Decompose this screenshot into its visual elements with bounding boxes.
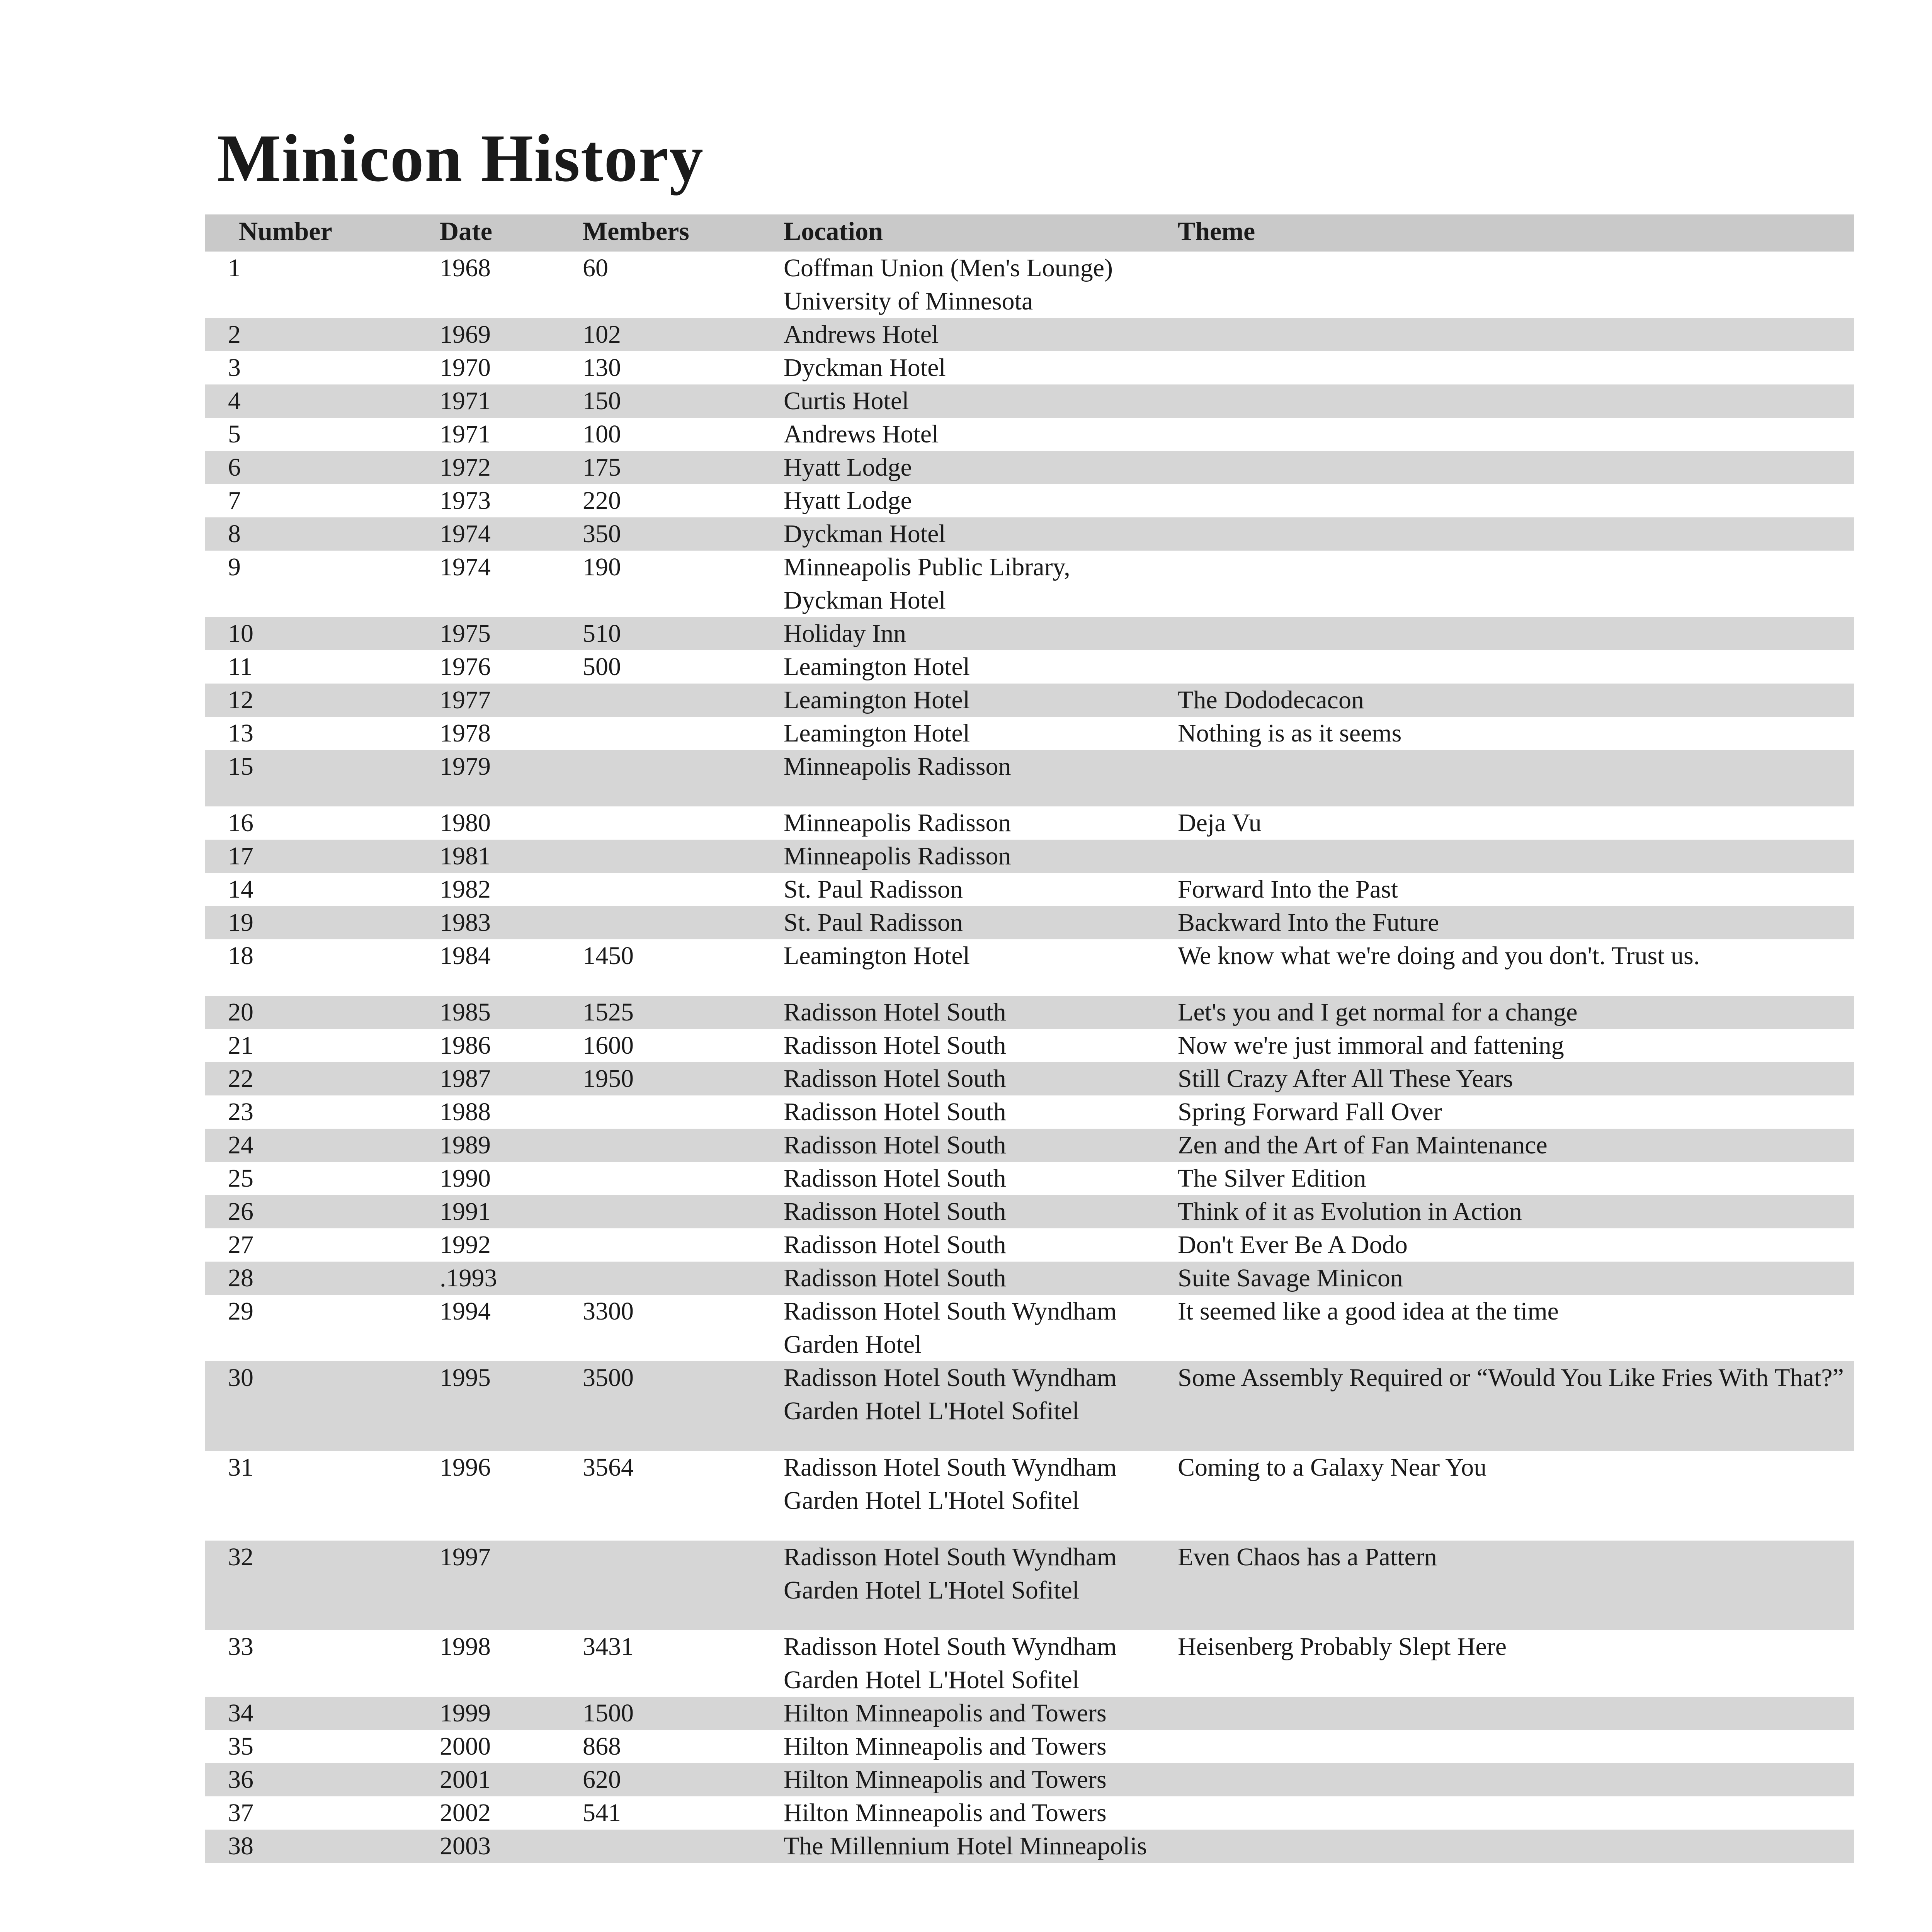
cell-members (583, 1129, 784, 1162)
cell-date: 1990 (440, 1164, 491, 1192)
cell-location: Radisson Hotel South (784, 1031, 1006, 1060)
cell-number: 30 (205, 1361, 440, 1451)
cell-number: 9 (228, 553, 241, 581)
cell-number: 36 (205, 1763, 440, 1796)
cell-theme (1178, 840, 1854, 873)
cell-date: 1995 (440, 1361, 583, 1451)
table-row (205, 1195, 1854, 1228)
header-location: Location (784, 214, 1178, 252)
cell-date: 1989 (440, 1129, 583, 1162)
cell-number: 12 (205, 684, 440, 717)
table-row (205, 1262, 1854, 1295)
cell-theme (1178, 1796, 1854, 1830)
cell-theme (1178, 551, 1854, 617)
cell-number: 34 (205, 1697, 440, 1730)
cell-location: Leamington Hotel (784, 684, 1178, 717)
cell-date: 1986 (440, 1031, 491, 1060)
history-table (205, 214, 1854, 1863)
cell-theme (1178, 1730, 1854, 1763)
cell-number: 22 (205, 1062, 440, 1095)
cell-number: 35 (228, 1732, 253, 1760)
cell-theme: Coming to a Galaxy Near You (1178, 1453, 1487, 1481)
cell-theme (1178, 1830, 1854, 1863)
cell-members: 510 (583, 617, 784, 650)
cell-number: 26 (205, 1195, 440, 1228)
cell-members (583, 840, 784, 873)
cell-date: 1998 (440, 1633, 491, 1661)
table-row (205, 1630, 1854, 1697)
cell-members: 3431 (583, 1633, 634, 1661)
cell-theme (1178, 1763, 1854, 1796)
cell-theme: Still Crazy After All These Years (1178, 1062, 1854, 1095)
table-row (205, 1796, 1854, 1830)
cell-date: 1981 (440, 840, 583, 873)
cell-theme (1178, 451, 1854, 484)
cell-location: Leamington Hotel (784, 942, 970, 970)
cell-date: .1993 (440, 1262, 583, 1295)
table-row (205, 1162, 1854, 1195)
cell-location: Radisson Hotel South (784, 1062, 1178, 1095)
cell-members (583, 806, 784, 840)
cell-date: 1999 (440, 1697, 583, 1730)
cell-date: 1969 (440, 318, 583, 351)
table-row (205, 939, 1854, 996)
cell-members (583, 1195, 784, 1228)
cell-date: 1996 (440, 1453, 491, 1481)
cell-members: 620 (583, 1763, 784, 1796)
cell-location: St. Paul Radisson (784, 906, 1178, 939)
cell-date: 1984 (440, 942, 491, 970)
cell-theme: It seemed like a good idea at the time (1178, 1297, 1559, 1325)
cell-theme: Even Chaos has a Pattern (1178, 1541, 1854, 1630)
table-row (205, 318, 1854, 351)
cell-number: 2 (205, 318, 440, 351)
cell-date: 2002 (440, 1799, 491, 1827)
cell-members: 220 (583, 486, 621, 515)
table-row (205, 996, 1854, 1029)
cell-members: 1500 (583, 1697, 784, 1730)
cell-number: 18 (228, 942, 253, 970)
cell-theme: The Dododecacon (1178, 684, 1854, 717)
cell-number: 1 (228, 254, 241, 282)
cell-location: Radisson Hotel South (784, 1098, 1006, 1126)
cell-number: 33 (228, 1633, 253, 1661)
cell-theme (1178, 318, 1854, 351)
cell-theme (1178, 351, 1854, 384)
cell-date: 1983 (440, 906, 583, 939)
table-row (205, 684, 1854, 717)
cell-location: Radisson Hotel South (784, 1262, 1178, 1295)
cell-number: 4 (205, 384, 440, 418)
cell-date: 1978 (440, 719, 491, 747)
cell-members (583, 1830, 784, 1863)
cell-theme (1178, 517, 1854, 551)
cell-date: 1988 (440, 1098, 491, 1126)
cell-location: Hyatt Lodge (784, 486, 912, 515)
table-row (205, 252, 1854, 318)
cell-members: 130 (583, 354, 621, 382)
header-number: Number (205, 214, 440, 252)
cell-number: 19 (205, 906, 440, 939)
cell-members (583, 873, 784, 906)
cell-members: 190 (583, 553, 621, 581)
cell-location: Holiday Inn (784, 617, 1178, 650)
cell-location: Hilton Minneapolis and Towers (784, 1732, 1107, 1760)
table-row (205, 1361, 1854, 1451)
cell-theme: Nothing is as it seems (1178, 719, 1402, 747)
table-row (205, 418, 1854, 451)
cell-number: 20 (205, 996, 440, 1029)
cell-theme (1178, 750, 1854, 806)
cell-location: Hyatt Lodge (784, 451, 1178, 484)
table-row (205, 873, 1854, 906)
cell-theme: Think of it as Evolution in Action (1178, 1195, 1854, 1228)
table-row (205, 717, 1854, 750)
cell-date: 1980 (440, 809, 491, 837)
cell-location: Radisson Hotel South (784, 996, 1178, 1029)
cell-location: Radisson Hotel South Wyndham Garden Hotel (784, 1297, 1117, 1359)
cell-location: Radisson Hotel South Wyndham Garden Hotel L'Hotel Sofitel (784, 1541, 1178, 1630)
cell-date: 1991 (440, 1195, 583, 1228)
cell-date: 1977 (440, 684, 583, 717)
cell-number: 23 (228, 1098, 253, 1126)
cell-members: 60 (583, 254, 608, 282)
cell-theme: Some Assembly Required or “Would You Like Fries With That?” (1178, 1361, 1854, 1451)
cell-location: Radisson Hotel South (784, 1164, 1006, 1192)
cell-number: 6 (205, 451, 440, 484)
cell-number: 7 (228, 486, 241, 515)
cell-location: Hilton Minneapolis and Towers (784, 1799, 1107, 1827)
cell-members: 868 (583, 1732, 621, 1760)
cell-location: Curtis Hotel (784, 384, 1178, 418)
table-row (205, 1730, 1854, 1763)
cell-members: 350 (583, 517, 784, 551)
table-row (205, 1295, 1854, 1361)
cell-date: 1970 (440, 354, 491, 382)
cell-number: 8 (205, 517, 440, 551)
cell-date: 1975 (440, 617, 583, 650)
cell-number: 29 (228, 1297, 253, 1325)
cell-location: Radisson Hotel South Wyndham Garden Hotel L'Hotel Sofitel (784, 1361, 1178, 1451)
cell-location: Radisson Hotel South (784, 1231, 1006, 1259)
cell-date: 2000 (440, 1732, 491, 1760)
cell-number: 11 (228, 653, 253, 681)
header-date: Date (440, 214, 583, 252)
table-row (205, 617, 1854, 650)
cell-members: 1450 (583, 942, 634, 970)
cell-theme (1178, 650, 1854, 684)
cell-location: Radisson Hotel South Wyndham Garden Hotel L'Hotel Sofitel (784, 1633, 1117, 1694)
cell-date: 1997 (440, 1541, 583, 1630)
cell-date: 1992 (440, 1231, 491, 1259)
cell-members: 102 (583, 318, 784, 351)
cell-number: 24 (205, 1129, 440, 1162)
cell-members: 150 (583, 384, 784, 418)
cell-date: 1974 (440, 553, 491, 581)
cell-location: Leamington Hotel (784, 653, 970, 681)
cell-members (583, 1228, 784, 1262)
cell-date: 1985 (440, 996, 583, 1029)
cell-members: 541 (583, 1799, 621, 1827)
cell-location: Coffman Union (Men's Lounge) University of Minnesota (784, 254, 1113, 315)
table-row (205, 1228, 1854, 1262)
cell-date: 1973 (440, 486, 491, 515)
cell-number: 3 (228, 354, 241, 382)
table-row (205, 806, 1854, 840)
cell-members: 1525 (583, 996, 784, 1029)
cell-number: 32 (205, 1541, 440, 1630)
cell-number: 14 (228, 875, 253, 903)
cell-members: 3564 (583, 1453, 634, 1481)
table-row (205, 750, 1854, 806)
cell-date: 1987 (440, 1062, 583, 1095)
cell-location: Minneapolis Radisson (784, 840, 1178, 873)
cell-theme: Deja Vu (1178, 809, 1262, 837)
table-row (205, 1763, 1854, 1796)
cell-theme: Heisenberg Probably Slept Here (1178, 1633, 1507, 1661)
cell-theme (1178, 1697, 1854, 1730)
cell-location: Andrews Hotel (784, 318, 1178, 351)
page-title: Minicon History (217, 121, 704, 196)
header-theme: Theme (1178, 214, 1854, 252)
cell-members (583, 717, 784, 750)
cell-number: 31 (228, 1453, 253, 1481)
cell-members: 1600 (583, 1031, 634, 1060)
table-row (205, 1830, 1854, 1863)
cell-theme (1178, 484, 1854, 517)
cell-date: 2003 (440, 1830, 583, 1863)
table-row (205, 451, 1854, 484)
cell-number: 5 (228, 420, 241, 448)
cell-theme (1178, 384, 1854, 418)
cell-location: The Millennium Hotel Minneapolis (784, 1830, 1178, 1863)
cell-theme: Suite Savage Minicon (1178, 1262, 1854, 1295)
cell-location: Hilton Minneapolis and Towers (784, 1763, 1178, 1796)
cell-number: 16 (228, 809, 253, 837)
cell-members (583, 750, 784, 806)
cell-members: 3300 (583, 1297, 634, 1325)
cell-location: Andrews Hotel (784, 420, 939, 448)
cell-location: Minneapolis Radisson (784, 750, 1178, 806)
cell-theme: Don't Ever Be A Dodo (1178, 1231, 1408, 1259)
cell-theme: The Silver Edition (1178, 1164, 1366, 1192)
table-row (205, 1451, 1854, 1541)
cell-members (583, 1541, 784, 1630)
table-row (205, 384, 1854, 418)
cell-date: 1979 (440, 750, 583, 806)
table-row (205, 484, 1854, 517)
cell-date: 1974 (440, 517, 583, 551)
table-row (205, 1029, 1854, 1062)
cell-date: 1982 (440, 875, 491, 903)
cell-theme: We know what we're doing and you don't. Trust us. (1178, 942, 1700, 970)
cell-members (583, 1095, 784, 1129)
cell-number: 15 (205, 750, 440, 806)
table-row (205, 906, 1854, 939)
cell-theme: Zen and the Art of Fan Maintenance (1178, 1129, 1854, 1162)
cell-location: Minneapolis Public Library, Dyckman Hotel (784, 553, 1070, 614)
table-row (205, 1095, 1854, 1129)
cell-members: 3500 (583, 1361, 784, 1451)
cell-date: 2001 (440, 1763, 583, 1796)
cell-location: Radisson Hotel South (784, 1129, 1178, 1162)
cell-members (583, 684, 784, 717)
cell-location: Hilton Minneapolis and Towers (784, 1697, 1178, 1730)
cell-members: 175 (583, 451, 784, 484)
cell-location: Dyckman Hotel (784, 354, 946, 382)
cell-number: 13 (228, 719, 253, 747)
cell-location: Leamington Hotel (784, 719, 970, 747)
table-row (205, 1697, 1854, 1730)
table-row (205, 551, 1854, 617)
table-row (205, 650, 1854, 684)
table-header-row (205, 214, 1854, 252)
cell-members (583, 1162, 784, 1195)
cell-number: 17 (205, 840, 440, 873)
table-row (205, 351, 1854, 384)
cell-location: Radisson Hotel South Wyndham Garden Hotel L'Hotel Sofitel (784, 1453, 1117, 1515)
cell-members: 100 (583, 420, 621, 448)
cell-theme: Forward Into the Past (1178, 875, 1398, 903)
cell-number: 38 (205, 1830, 440, 1863)
cell-members (583, 1262, 784, 1295)
cell-location: Radisson Hotel South (784, 1195, 1178, 1228)
cell-theme: Now we're just immoral and fattening (1178, 1031, 1564, 1060)
table-row (205, 517, 1854, 551)
cell-location: St. Paul Radisson (784, 875, 963, 903)
cell-theme (1178, 617, 1854, 650)
table-row (205, 1541, 1854, 1630)
cell-location: Dyckman Hotel (784, 517, 1178, 551)
cell-location: Minneapolis Radisson (784, 809, 1011, 837)
cell-number: 25 (228, 1164, 253, 1192)
cell-members (583, 906, 784, 939)
cell-number: 28 (205, 1262, 440, 1295)
cell-theme (1178, 418, 1854, 451)
cell-number: 37 (228, 1799, 253, 1827)
cell-theme: Let's you and I get normal for a change (1178, 996, 1854, 1029)
cell-theme (1178, 252, 1854, 318)
cell-theme: Spring Forward Fall Over (1178, 1098, 1442, 1126)
cell-number: 21 (228, 1031, 253, 1060)
cell-date: 1994 (440, 1297, 491, 1325)
cell-members: 1950 (583, 1062, 784, 1095)
table-row (205, 1062, 1854, 1095)
cell-number: 10 (205, 617, 440, 650)
table-row (205, 1129, 1854, 1162)
header-members: Members (583, 214, 784, 252)
cell-date: 1971 (440, 384, 583, 418)
cell-date: 1976 (440, 653, 491, 681)
cell-date: 1968 (440, 254, 491, 282)
cell-date: 1971 (440, 420, 491, 448)
table-row (205, 840, 1854, 873)
cell-theme: Backward Into the Future (1178, 906, 1854, 939)
table-body (205, 252, 1854, 1863)
cell-members: 500 (583, 653, 621, 681)
cell-number: 27 (228, 1231, 253, 1259)
cell-date: 1972 (440, 451, 583, 484)
